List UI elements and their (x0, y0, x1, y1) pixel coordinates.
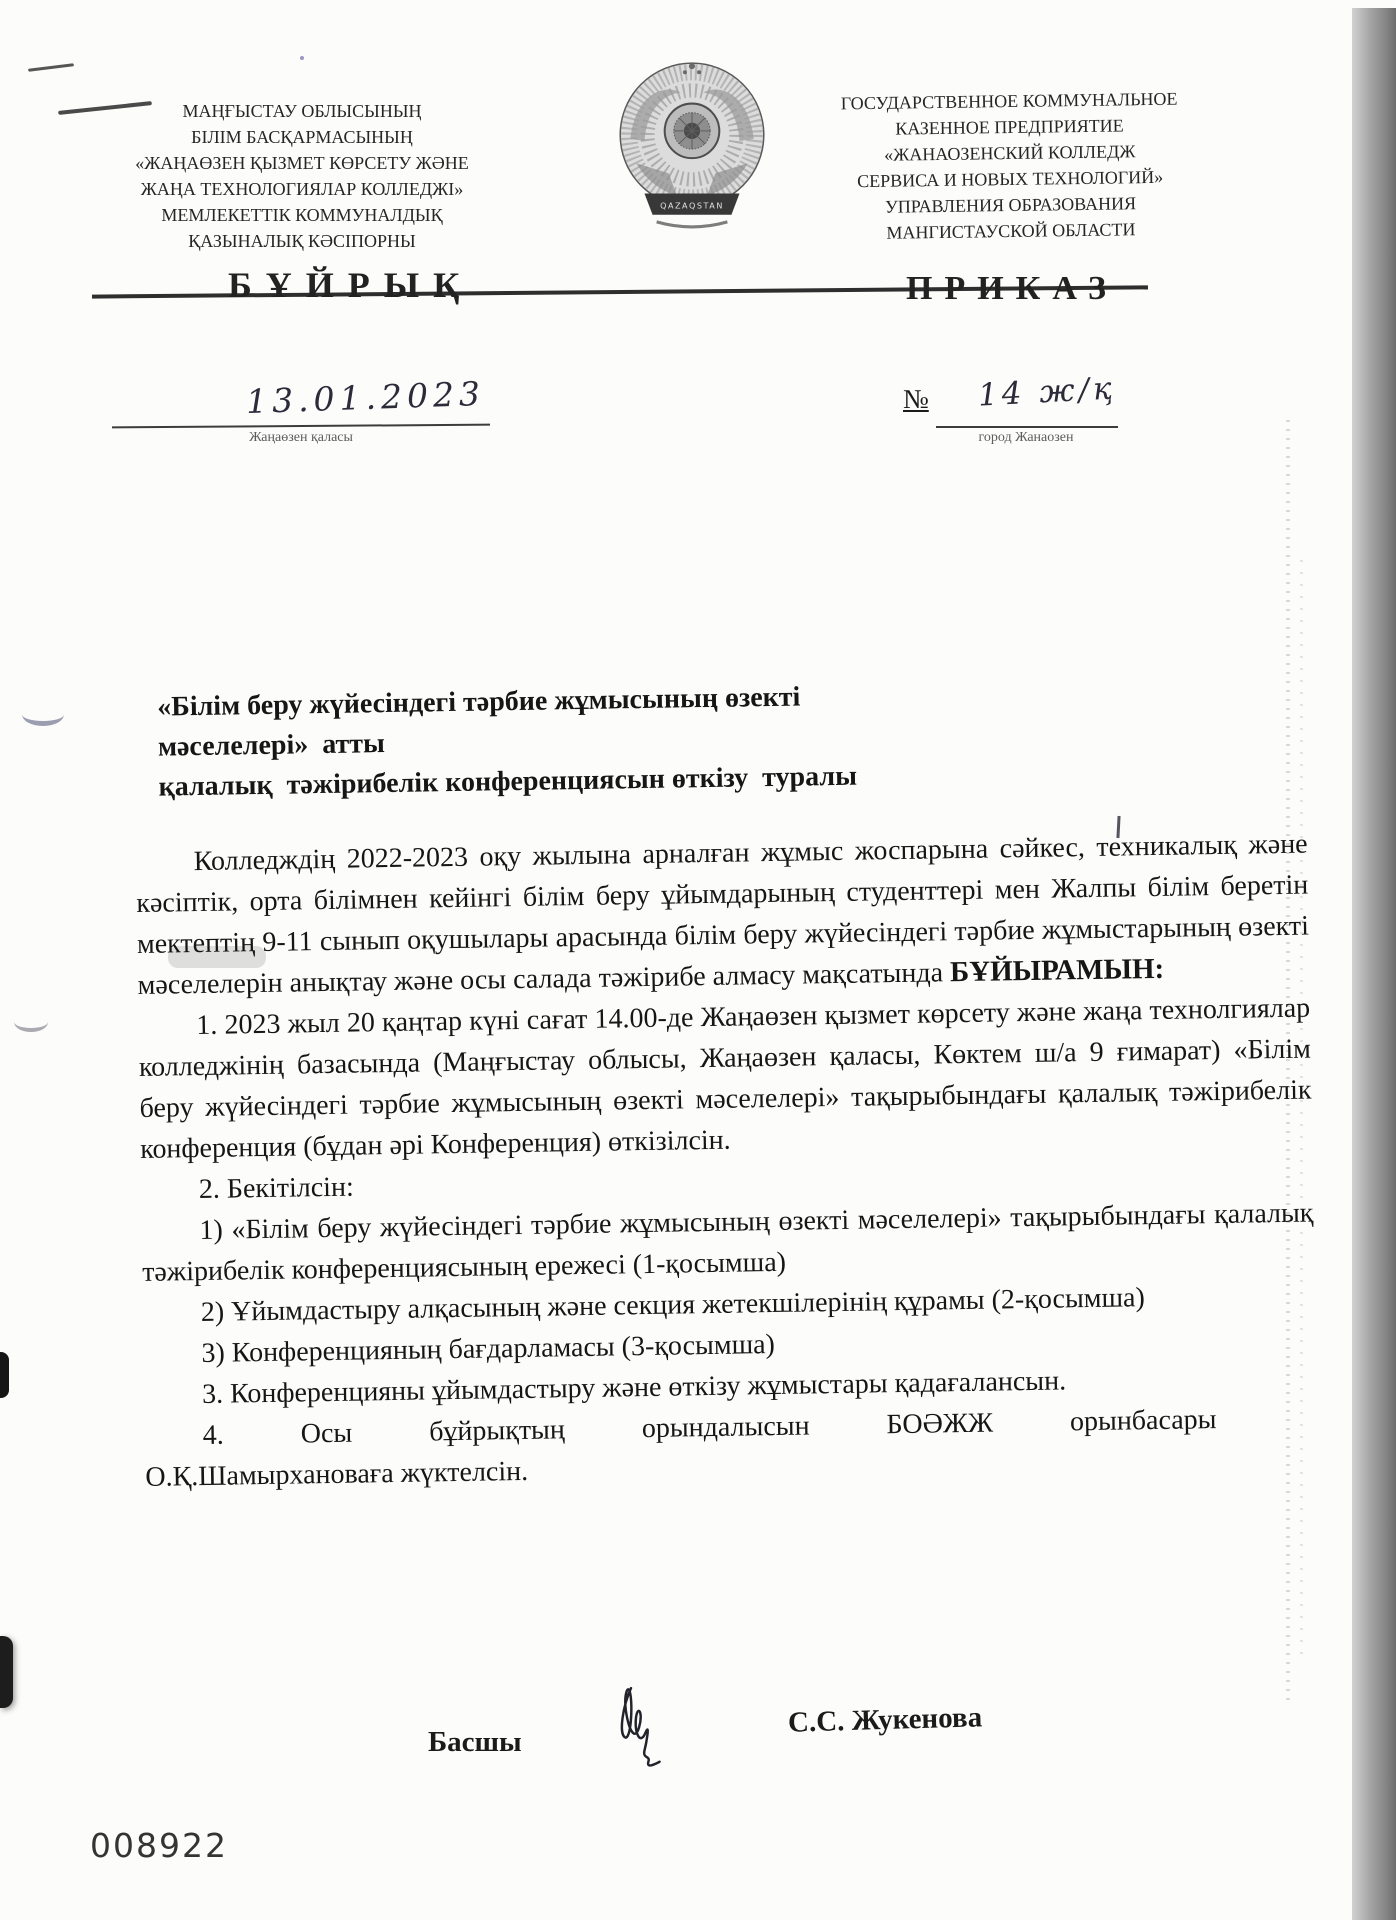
org-name-kk-line: «ЖАҢАӨЗЕН ҚЫЗМЕТ КӨРСЕТУ ЖӘНЕ (135, 153, 469, 173)
org-name-ru-line: МАНГИСТАУСКОЙ ОБЛАСТИ (886, 219, 1136, 243)
number-sign: № (903, 384, 929, 414)
org-name-kk-line: МЕМЛЕКЕТТІК КОММУНАЛДЫҚ (161, 205, 443, 225)
org-name-kazakh (96, 98, 508, 254)
place-label-russian: город Жанаозен (978, 430, 1074, 445)
scan-artifact (22, 703, 64, 726)
order-item: 2. Бекітілсін: (198, 1171, 354, 1206)
intro-paragraph (135, 824, 1309, 1006)
order-title-line: мәселелері» атты (157, 728, 386, 763)
order-item-last (144, 1398, 1317, 1498)
order-item: 1. 2023 жыл 20 қаңтар күні сағат 14.00-де Жаңаөзен қызмет көрсету және жаңа технолгиялар колледжінің базасында (Маңғыстау облысы, Жаңаөзен қаласы, Көктем ш/а 9 ғимарат) «Білім беру жүйесіндегі тәрбие жұмысының өзекті мәселелері» тақырыбындағы қалалық тәжірибелік конференция (бұдан әрі Конференция) өткізілсін. (138, 992, 1312, 1165)
order-item-last-line2: О.Қ.Шамырхановаға жүктелсін. (145, 1455, 529, 1493)
svg-text:QAZAQSTAN: QAZAQSTAN (660, 200, 724, 211)
order-word-kazakh: БҰЙРЫҚ (228, 265, 474, 305)
org-name-kk-line: ЖАҢА ТЕХНОЛОГИЯЛАР КОЛЛЕДЖІ» (140, 179, 464, 199)
order-text (135, 824, 1317, 1498)
scan-artifact (0, 1352, 9, 1398)
order-item-last-line1: 4. Осы бұйрықтың орындалысын БОӘЖЖ орынбасары (202, 1404, 1217, 1451)
org-name-kk-line: МАҢҒЫСТАУ ОБЛЫСЫНЫҢ (182, 101, 422, 121)
signature-role-label: Басшы (428, 1726, 522, 1758)
order-title-line: «Білім беру жүйесіндегі тәрбие жұмысының өзекті (157, 681, 801, 723)
pen-mark (28, 63, 74, 72)
org-name-kk-line: ҚАЗЫНАЛЫҚ КӘСІПОРНЫ (188, 231, 416, 251)
signature-icon (596, 1680, 668, 1777)
scan-artifact (300, 56, 304, 60)
scan-artifact (14, 1012, 48, 1032)
org-name-kk-line: БІЛІМ БАСҚАРМАСЫНЫҢ (191, 127, 413, 147)
intro-text: Колледждің 2022-2023 оқу жылына арналған жұмыс жоспарына сәйкес, техникалық және кәсіптік, орта білімнен кейінгі білім беру ұйымдарының студенттері мен Жалпы білім беретін мектептің 9-11 сынып оқушылары арасында білім беру жүйесіндегі тәрбие жұмыстарының өзекті мәселелерін анықтау және осы салада тәжірибе алмасу мақсатында (136, 828, 1310, 1001)
order-subitem: 2) Ұйымдастыру алқасының және секция жетекшілерінің құрамы (2-қосымша) (200, 1282, 1146, 1329)
order-word-russian: ПРИКАЗ (906, 270, 1118, 307)
org-name-ru-line: СЕРВИСА И НОВЫХ ТЕХНОЛОГИЙ» (857, 166, 1164, 192)
signature-name: С.С. Жукенова (787, 1701, 983, 1739)
decree-word: БҰЙЫРАМЫН: (949, 952, 1165, 989)
number-underline (936, 426, 1118, 428)
order-subitem: 3) Конференцияның бағдарламасы (3-қосымша) (201, 1329, 776, 1370)
org-name-ru-line: КАЗЕННОЕ ПРЕДПРИЯТИЕ (895, 115, 1124, 139)
scan-artifact (0, 1636, 13, 1708)
order-title-line: қалалық тәжірибелік конференциясын өткізу туралы (158, 760, 858, 803)
handwritten-order-number: 14 ж/қ (977, 370, 1117, 414)
date-underline (112, 424, 490, 429)
order-item: 3. Конференцияны ұйымдастыру және өткізу жұмыстары қадағалансын. (201, 1365, 1067, 1410)
order-subitem: 1) «Білім беру жүйесіндегі тәрбие жұмысының өзекті мәселелері» тақырыбындағы қалалық тәжірибелік конференциясының ережесі (1-қосымша) (141, 1197, 1314, 1288)
kazakhstan-coat-of-arms-icon (616, 52, 768, 239)
scan-edge-shadow (1352, 8, 1396, 1920)
handwritten-date: 13.01.2023 (245, 373, 486, 422)
org-name-ru-line: УПРАВЛЕНИЯ ОБРАЗОВАНИЯ (884, 193, 1137, 217)
org-name-russian (777, 85, 1243, 247)
org-name-ru-line: ГОСУДАРСТВЕННОЕ КОММУНАЛЬНОЕ (840, 88, 1178, 114)
place-label-kazakh: Жаңаөзен қаласы (249, 430, 353, 445)
form-serial-number: 008922 (90, 1826, 228, 1865)
org-name-ru-line: «ЖАНАОЗЕНСКИЙ КОЛЛЕДЖ (884, 141, 1136, 165)
order-body (133, 670, 1318, 1498)
